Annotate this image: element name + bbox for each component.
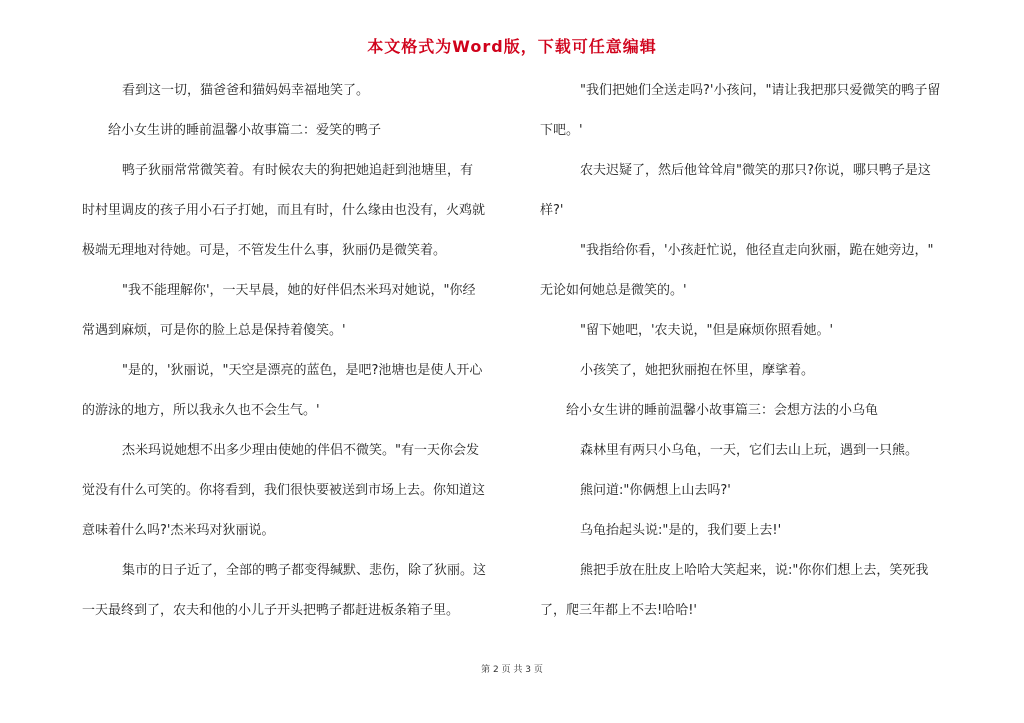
paragraph-line: 了，爬三年都上不去!哈哈!' bbox=[540, 603, 697, 618]
paragraph-line: 极端无理地对待她。可是，不管发生什么事，狄丽仍是微笑着。 bbox=[82, 243, 447, 258]
paragraph-line: 鸭子狄丽常常微笑着。有时候农夫的狗把她追赶到池塘里，有 bbox=[122, 163, 474, 178]
paragraph-line: 集市的日子近了，全部的鸭子都变得缄默、悲伤，除了狄丽。这 bbox=[122, 563, 487, 578]
paragraph-line: 森林里有两只小乌龟，一天，它们去山上玩，遇到一只熊。 bbox=[580, 443, 919, 458]
paragraph-line: 农夫迟疑了，然后他耸耸肩"微笑的那只?你说，哪只鸭子是这 bbox=[580, 163, 931, 178]
paragraph-line: 无论如何她总是微笑的。' bbox=[540, 283, 687, 298]
paragraph-line: 的游泳的地方，所以我永久也不会生气。' bbox=[82, 403, 320, 418]
paragraph-line: "留下她吧，'农夫说，"但是麻烦你照看她。' bbox=[580, 323, 834, 338]
paragraph-line: 熊把手放在肚皮上哈哈大笑起来，说:"你你们想上去，笑死我 bbox=[580, 563, 929, 578]
section-heading: 给小女生讲的睡前温馨小故事篇二：爱笑的鸭子 bbox=[108, 123, 382, 138]
paragraph-line: 常遇到麻烦，可是你的脸上总是保持着傻笑。' bbox=[82, 323, 346, 338]
paragraph-line: 意味着什么吗?'杰米玛对狄丽说。 bbox=[82, 523, 275, 538]
paragraph-line: 下吧。' bbox=[540, 123, 583, 138]
paragraph-line: 觉没有什么可笑的。你将看到，我们很快要被送到市场上去。你知道这 bbox=[82, 483, 486, 498]
paragraph-line: 小孩笑了，她把狄丽抱在怀里，摩挲着。 bbox=[580, 363, 815, 378]
document-header-title: 本文格式为Word版，下载可任意编辑 bbox=[367, 37, 657, 56]
left-text-column bbox=[82, 76, 502, 636]
paragraph-line: 一天最终到了，农夫和他的小儿子开头把鸭子都赶进板条箱子里。 bbox=[82, 603, 460, 618]
paragraph-line: "我们把她们全送走吗?'小孩问，"请让我把那只爱微笑的鸭子留 bbox=[580, 83, 941, 98]
paragraph-line: 乌龟抬起头说:"是的，我们要上去!' bbox=[580, 523, 782, 538]
paragraph-line: 时村里调皮的孩子用小石子打她，而且有时，什么缘由也没有，火鸡就 bbox=[82, 203, 486, 218]
paragraph-line: "我指给你看，'小孩赶忙说，他径直走向狄丽，跪在她旁边，" bbox=[580, 243, 934, 258]
paragraph-line: 杰米玛说她想不出多少理由使她的伴侣不微笑。"有一天你会发 bbox=[122, 443, 479, 458]
paragraph-line: 熊问道:"你俩想上山去吗?' bbox=[580, 483, 731, 498]
section-heading: 给小女生讲的睡前温馨小故事篇三：会想方法的小乌龟 bbox=[566, 403, 879, 418]
paragraph-line: 看到这一切，猫爸爸和猫妈妈幸福地笑了。 bbox=[122, 83, 370, 98]
page-number-footer: 第 2 页 共 3 页 bbox=[481, 665, 543, 675]
right-text-column bbox=[540, 76, 960, 636]
paragraph-line: "是的，'狄丽说，"天空是漂亮的蓝色，是吧?池塘也是使人开心 bbox=[122, 363, 483, 378]
paragraph-line: "我不能理解你'，一天早晨，她的好伴侣杰米玛对她说，"你经 bbox=[122, 283, 476, 298]
paragraph-line: 样?' bbox=[540, 203, 564, 218]
